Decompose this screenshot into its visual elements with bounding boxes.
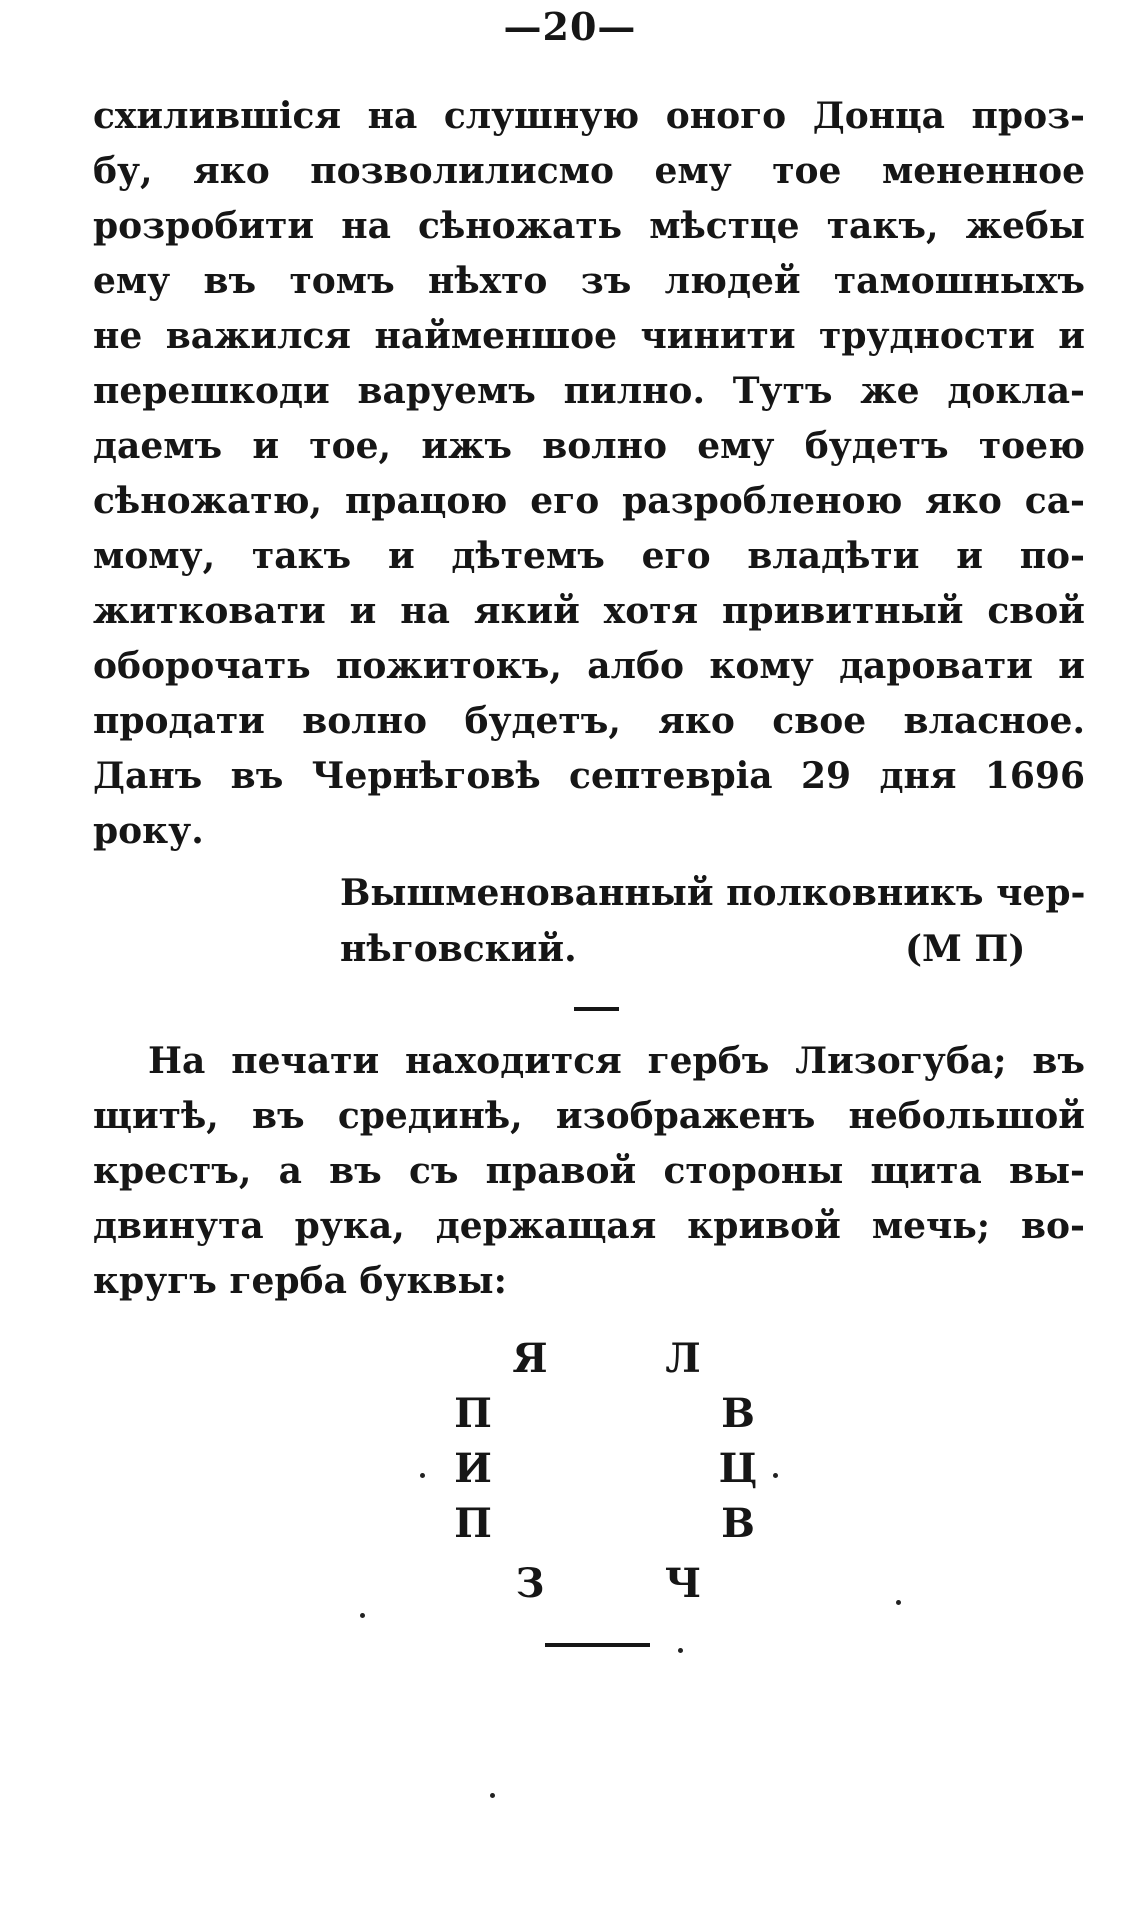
text-line: На печати находится гербъ Лизогуба; въ: [148, 1040, 1085, 1082]
text-line: розробити на сѣножать мѣстце такъ, жебы: [93, 205, 1085, 247]
seal-letter: З: [515, 1560, 545, 1607]
print-speck: [490, 1793, 495, 1798]
print-speck: [360, 1613, 365, 1618]
text-line: бу, яко позволилисмо ему тое мененное: [93, 150, 1085, 192]
seal-letter: П: [454, 1500, 492, 1547]
text-line: даемъ и тое, ижъ волно ему будетъ тоею: [93, 425, 1085, 467]
seal-letter: П: [454, 1390, 492, 1437]
text-line: щитѣ, въ срединѣ, изображенъ небольшой: [93, 1095, 1085, 1137]
text-line: ему въ томъ нѣхто зъ людей тамошныхъ: [93, 260, 1085, 302]
print-speck: [896, 1600, 901, 1605]
text-line: житковати и на який хотя привитный свой: [93, 590, 1085, 632]
text-line: схилившіся на слушную оного Донца проз-: [93, 95, 1085, 137]
print-speck: [773, 1473, 778, 1478]
seal-mark: (М П): [905, 928, 1026, 970]
seal-letter: И: [454, 1445, 492, 1492]
page-number: —20—: [503, 4, 637, 49]
text-line: оборочать пожитокъ, албо кому даровати и: [93, 645, 1085, 687]
text-line: не важился найменшое чинити трудности и: [93, 315, 1085, 357]
text-line: сѣножатю, працою его разробленою яко са-: [93, 480, 1085, 522]
text-line: кругъ герба буквы:: [93, 1260, 507, 1302]
seal-letter: Я: [512, 1335, 548, 1382]
signature-line: Вышменованный полковникъ чер-: [340, 872, 1086, 914]
section-divider: [574, 1007, 619, 1011]
print-speck: [420, 1473, 425, 1478]
seal-letter: Л: [665, 1335, 701, 1382]
seal-letter: В: [721, 1500, 755, 1547]
text-line: двинута рука, держащая кривой мечь; во-: [93, 1205, 1085, 1247]
text-line: продати волно будетъ, яко свое власное.: [93, 700, 1085, 742]
seal-letter: Ц: [718, 1445, 758, 1492]
signature-line: нѣговский.: [340, 928, 577, 970]
text-line: Данъ въ Чернѣговѣ септевріа 29 дня 1696: [93, 755, 1085, 797]
seal-letter: В: [721, 1390, 755, 1437]
text-line: року.: [93, 810, 204, 852]
text-line: мому, такъ и дѣтемъ его владѣти и по-: [93, 535, 1085, 577]
text-line: перешкоди варуемъ пилно. Тутъ же докла-: [93, 370, 1085, 412]
end-divider: [545, 1643, 650, 1647]
text-line: крестъ, а въ съ правой стороны щита вы-: [93, 1150, 1085, 1192]
seal-letter: Ч: [664, 1560, 702, 1607]
print-speck: [678, 1648, 683, 1653]
